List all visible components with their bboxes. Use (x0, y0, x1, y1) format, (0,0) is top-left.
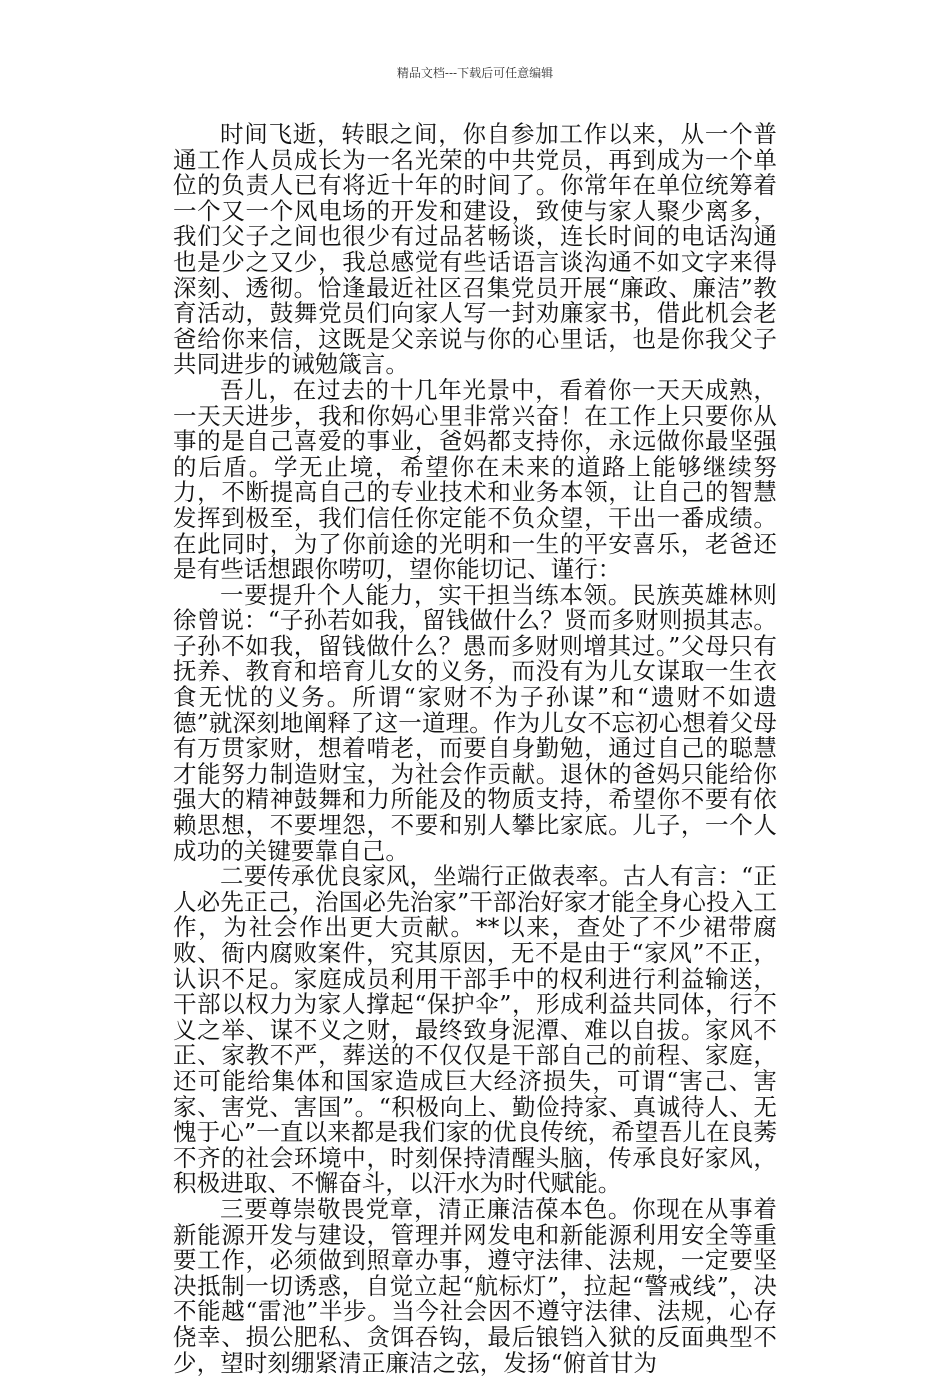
paragraph-point-two: 二要传承优良家风，坐端行正做表率。古人有言：“正人必先正己，治国必先治家”干部治好家才能全身心投入工作，为社会作出更大贡献。**以来，查处了不少裙带腐败、衙内腐败案件，究其原因，无不是由于“家风”不正，认识不足。家庭成员利用干部手中的权利进行利益输送，干部以权力为家人撑起“保护伞”，形成利益共同体，行不义之举、谋不义之财，最终致身泥潭、难以自拔。家风不正、家教不严，葬送的不仅仅是干部自己的前程、家庭，还可能给集体和国家造成巨大经济损失，可谓“害己、害家、害党、害国”。“积极向上、勤俭持家、真诚待人、无愧于心”一直以来都是我们家的优良传统，希望吾儿在良莠不齐的社会环境中，时刻保持清醒头脑，传承良好家风，积极进取、不懈奋斗，以汗水为时代赋能。 (173, 862, 777, 1198)
page-header: 精品文档---下载后可任意编辑 (396, 66, 554, 80)
letter-body (173, 122, 777, 1376)
paragraph-point-three: 三要尊崇敬畏党章，清正廉洁葆本色。你现在从事着新能源开发与建设，管理并网发电和新能源利用安全等重要工作，必须做到照章办事，遵守法律、法规，一定要坚决抵制一切诱惑，自觉立起“航标灯”，拉起“警戒线”，决不能越“雷池”半步。当今社会因不遵守法律、法规，心存侥幸、损公肥私、贪饵吞钩，最后锒铛入狱的反面典型不少，望时刻绷紧清正廉洁之弦，发扬“俯首甘为 (173, 1194, 777, 1377)
paragraph-encouragement: 吾儿，在过去的十几年光景中，看着你一天天成熟，一天天进步，我和你妈心里非常兴奋！在工作上只要你从事的是自己喜爱的事业，爸妈都支持你，永远做你最坚强的后盾。学无止境，希望你在未来的道路上能够继续努力，不断提高自己的专业技术和业务本领，让自己的智慧发挥到极至，我们信任你定能不负众望，干出一番成绩。在此同时，为了你前途的光明和一生的平安喜乐，老爸还是有些话想跟你唠叨，望你能切记、谨行： (173, 375, 777, 584)
paragraph-intro: 时间飞逝，转眼之间，你自参加工作以来，从一个普通工作人员成长为一名光荣的中共党员，再到成为一个单位的负责人已有将近十年的时间了。你常年在单位统筹着一个又一个风电场的开发和建设，致使与家人聚少离多，我们父子之间也很少有过品茗畅谈，连长时间的电话沟通也是少之又少，我总感觉有些话语言谈沟通不如文字来得深刻、透彻。恰逢最近社区召集党员开展“廉政、廉洁”教育活动，鼓舞党员们向家人写一封劝廉家书，借此机会老爸给你来信，这既是父亲说与你的心里话，也是你我父子共同进步的诫勉箴言。 (173, 120, 777, 379)
paragraph-point-one: 一要提升个人能力，实干担当练本领。民族英雄林则徐曾说：“子孙若如我，留钱做什么？贤而多财则损其志。子孙不如我，留钱做什么？愚而多财则增其过。”父母只有抚养、教育和培育儿女的义务，而没有为儿女谋取一生衣食无忧的义务。所谓“家财不为子孙谋”和“遗财不如遗德”就深刻地阐释了这一道理。作为儿女不忘初心想着父母有万贯家财，想着啃老，而要自身勤勉，通过自己的聪慧才能努力制造财宝，为社会作贡献。退休的爸妈只能给你强大的精神鼓舞和力所能及的物质支持，希望你不要有依赖思想，不要埋怨，不要和别人攀比家底。儿子，一个人成功的关键要靠自己。 (173, 580, 777, 865)
